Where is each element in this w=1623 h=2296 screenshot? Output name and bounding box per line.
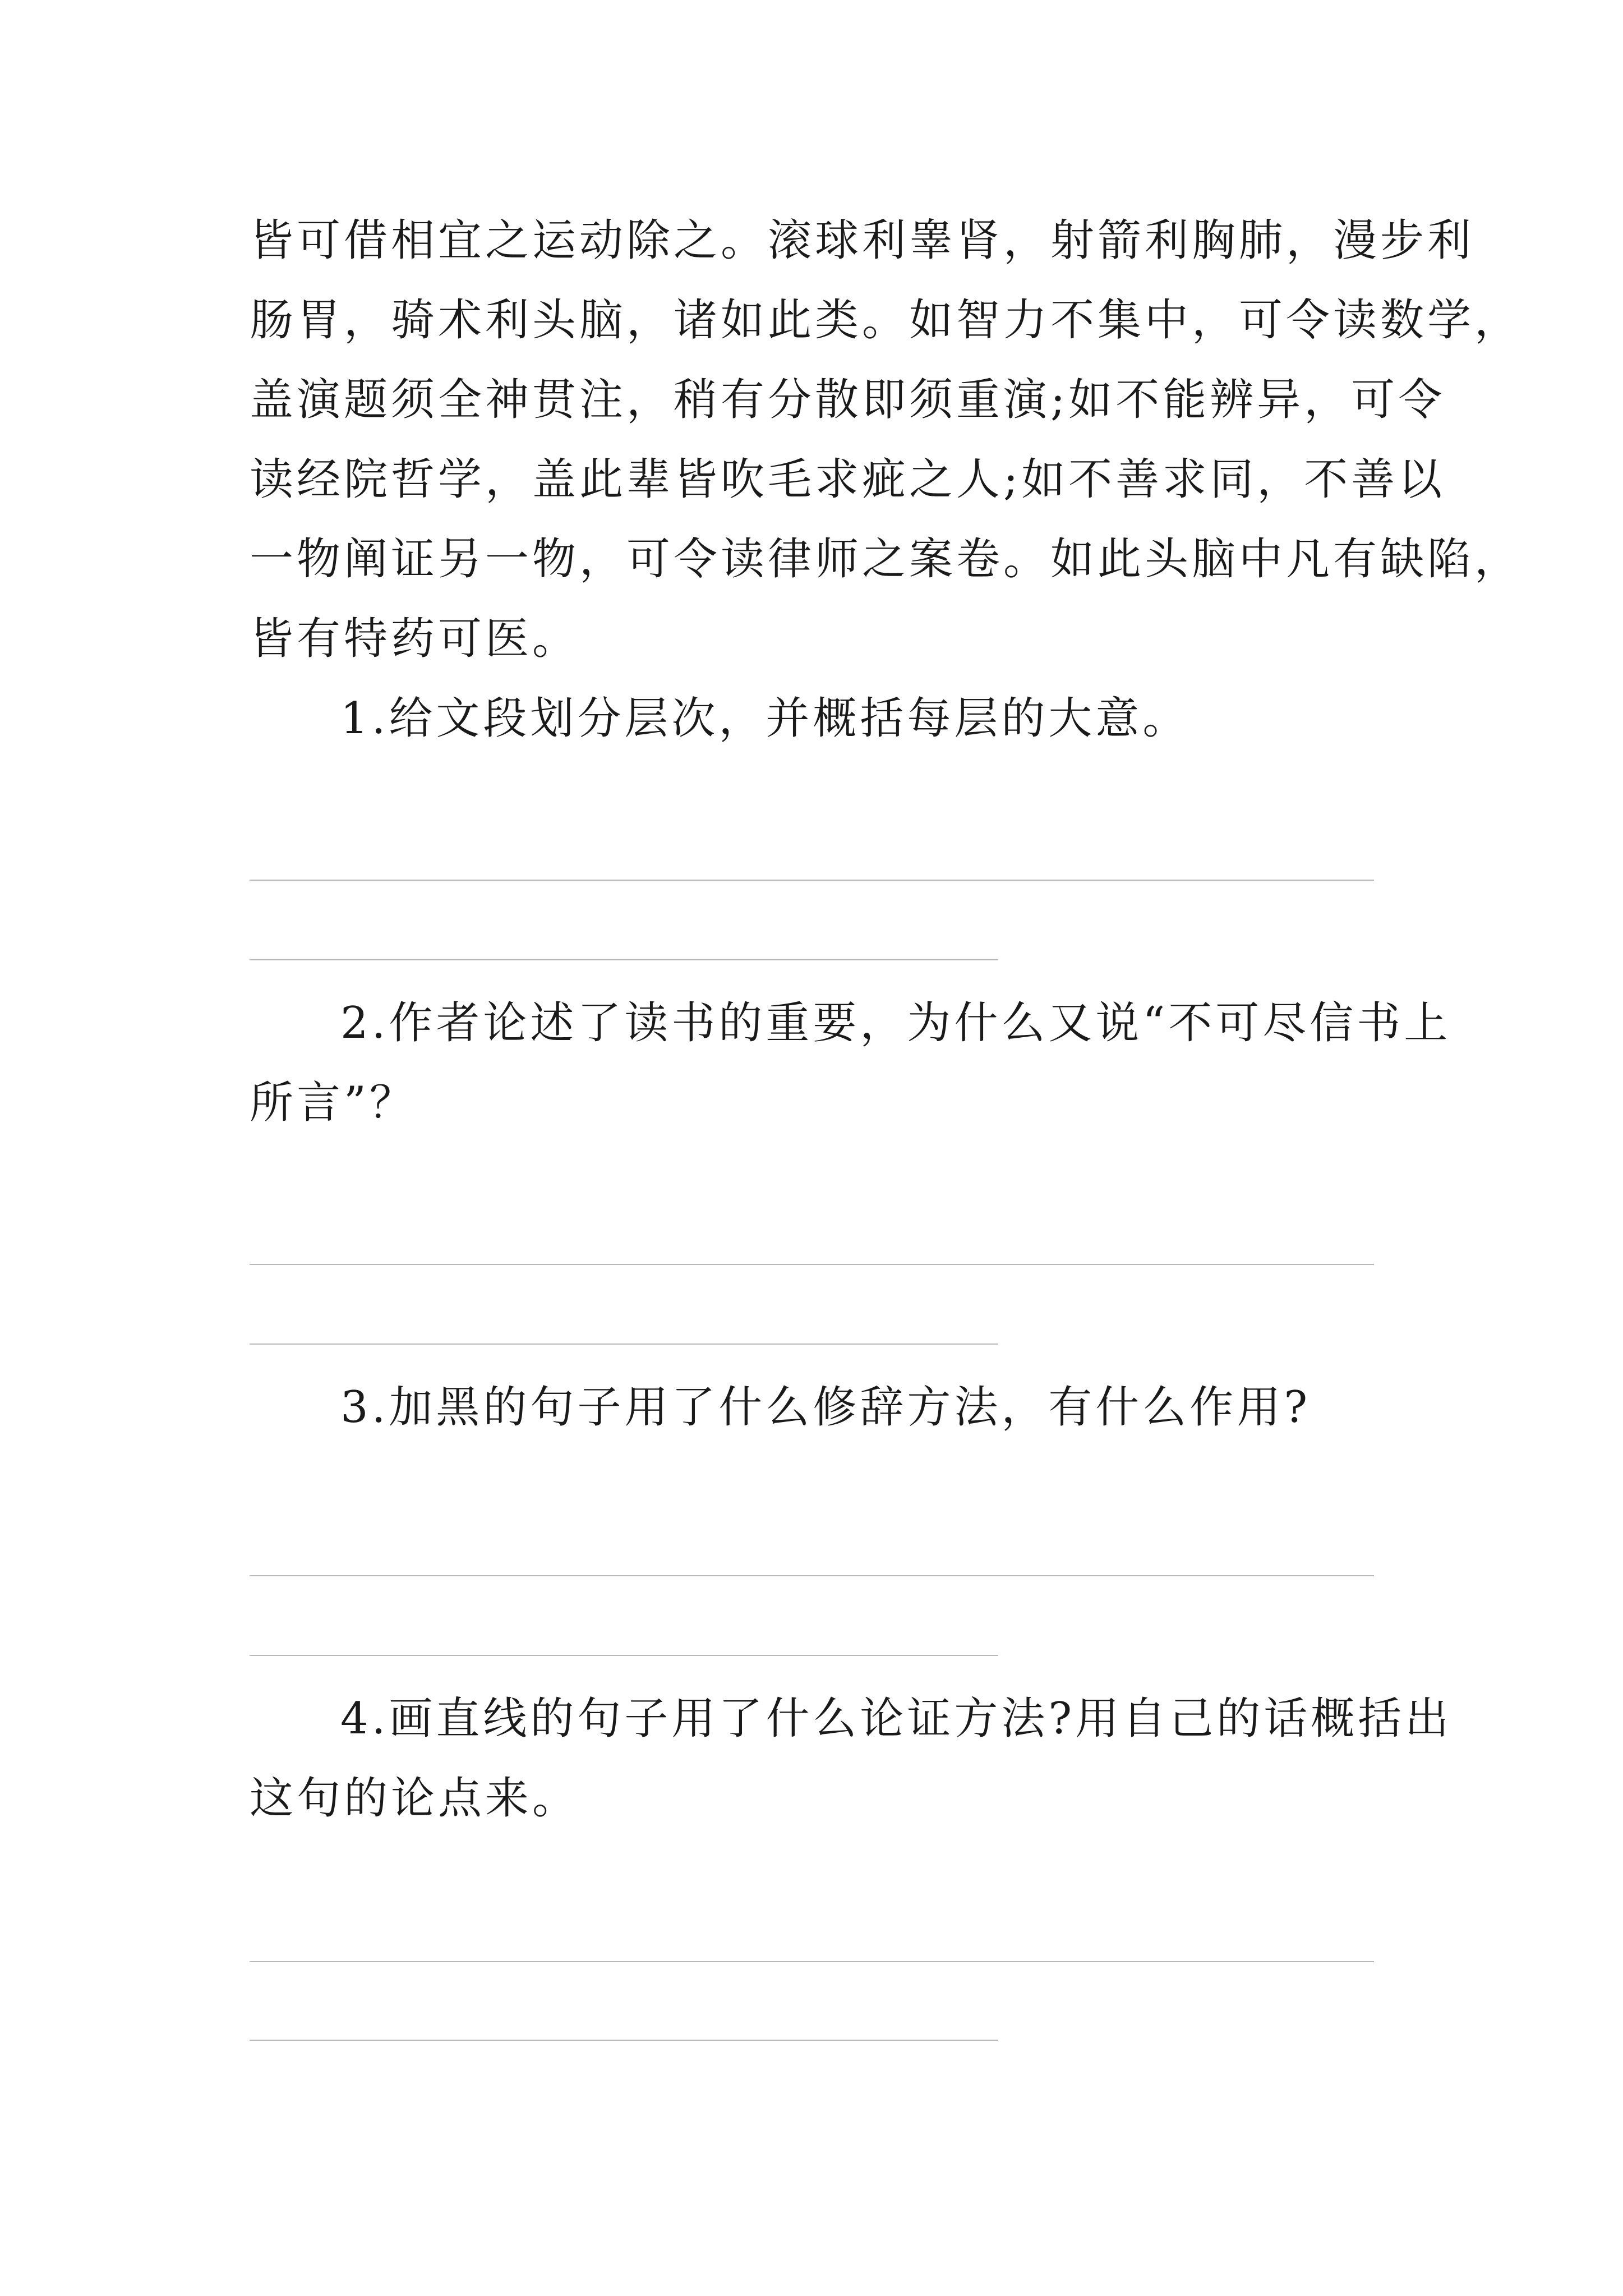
answer-line[interactable] <box>250 1343 998 1345</box>
question-text: 2.作者论述了读书的重要，为什么又说“不可尽信书上 <box>340 998 1451 1048</box>
question-text: 4.画直线的句子用了什么论证方法?用自己的话概括出 <box>340 1694 1453 1744</box>
passage-line: 读经院哲学，盖此辈皆吹毛求疵之人;如不善求同，不善以 <box>250 454 1446 505</box>
answer-line[interactable] <box>250 1264 1374 1265</box>
question-2 <box>250 983 1451 1143</box>
question-3 <box>250 1368 1388 1447</box>
question-1 <box>250 679 1388 758</box>
question-4 <box>250 1679 1453 1838</box>
answer-line[interactable] <box>250 880 1374 881</box>
question-text: 所言”？ <box>250 1078 417 1128</box>
answer-line[interactable] <box>250 1961 1374 1962</box>
question-text: 3.加黑的句子用了什么修辞方法，有什么作用? <box>340 1382 1311 1433</box>
answer-line[interactable] <box>250 1575 1374 1576</box>
question-text: 这句的论点来。 <box>250 1773 580 1824</box>
answer-line[interactable] <box>250 2040 998 2041</box>
passage-line: 一物阐证另一物，可令读律师之案卷。如此头脑中凡有缺陷， <box>250 534 1522 585</box>
passage-line: 肠胃，骑术利头脑，诸如此类。如智力不集中，可令读数学， <box>250 295 1522 346</box>
passage <box>250 201 1522 679</box>
answer-line[interactable] <box>250 1655 998 1656</box>
answer-line[interactable] <box>250 959 998 960</box>
passage-line: 皆有特药可医。 <box>250 614 580 664</box>
passage-line: 皆可借相宜之运动除之。滚球利睾肾，射箭利胸肺，漫步利 <box>250 215 1475 266</box>
passage-line: 盖演题须全神贯注，稍有分散即须重演;如不能辨异，可令 <box>250 375 1446 425</box>
question-text: 1.给文段划分层次，并概括每层的大意。 <box>340 693 1190 744</box>
